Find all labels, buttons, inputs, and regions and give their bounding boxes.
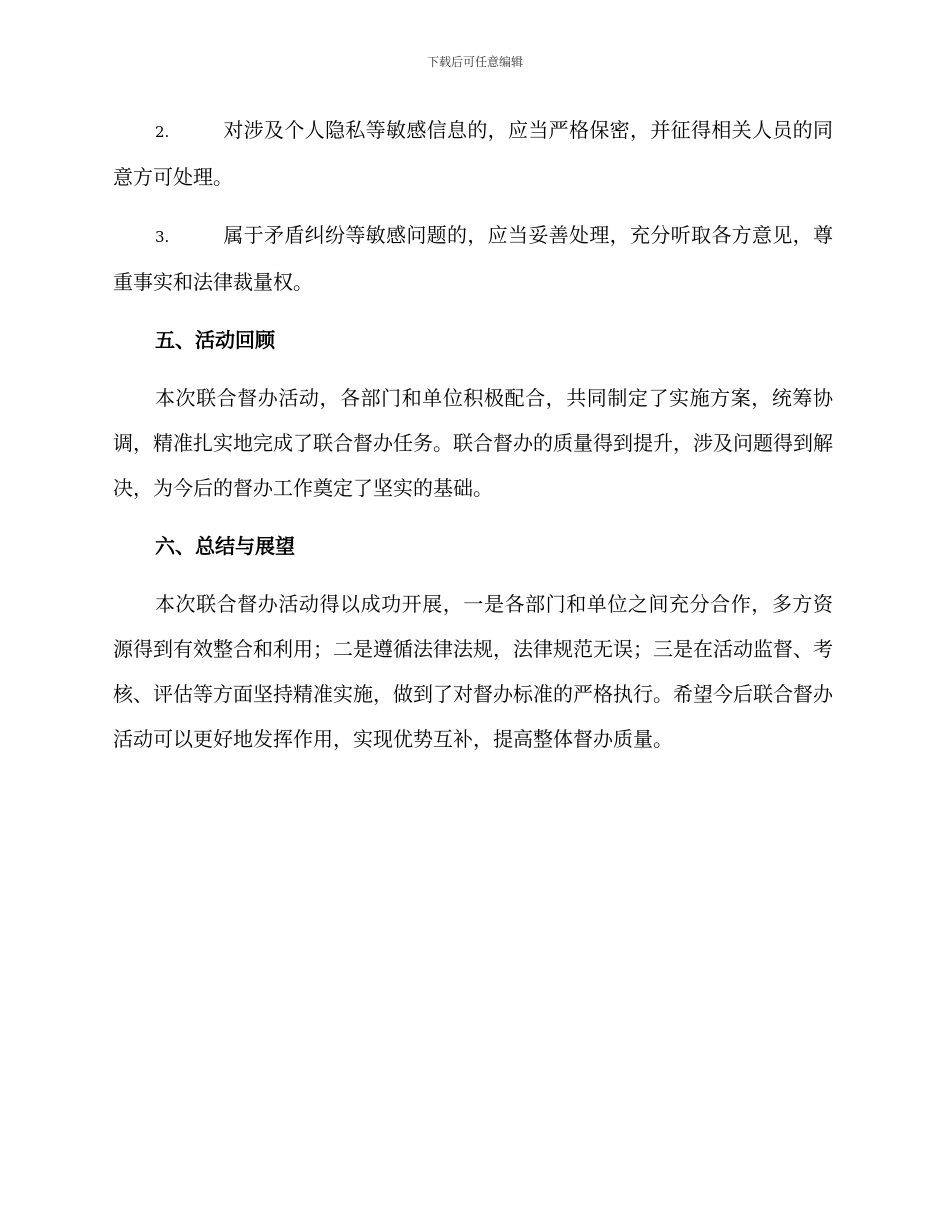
section-heading-review: 五、活动回顾 (155, 328, 275, 352)
section-heading-summary: 六、总结与展望 (155, 534, 295, 558)
page-header: 下载后可任意编辑 (426, 55, 523, 69)
list-item-number: 2. (155, 123, 170, 141)
section-paragraph-review: 本次联合督办活动，各部门和单位积极配合，共同制定了实施方案，统筹协调，精准扎实地完成了联合督办任务。联合督办的质量得到提升，涉及问题得到解决，为今后的督办工作奠定了坚实的基础。 (113, 386, 833, 500)
list-item-3 (113, 213, 833, 305)
list-item-2 (113, 108, 833, 200)
list-item-text: 属于矛盾纠纷等敏感问题的，应当妥善处理，充分听取各方意见，尊重事实和法律裁量权。 (113, 223, 833, 294)
list-item-text: 对涉及个人隐私等敏感信息的，应当严格保密，并征得相关人员的同意方可处理。 (113, 118, 833, 189)
section-paragraph-summary: 本次联合督办活动得以成功开展，一是各部门和单位之间充分合作，多方资源得到有效整合和利用；二是遵循法律法规，法律规范无误；三是在活动监督、考核、评估等方面坚持精准实施，做到了对督办标准的严格执行。希望今后联合督办活动可以更好地发挥作用，实现优势互补，提高整体督办质量。 (113, 592, 833, 751)
document-body (113, 108, 833, 762)
list-item-number: 3. (155, 228, 170, 246)
